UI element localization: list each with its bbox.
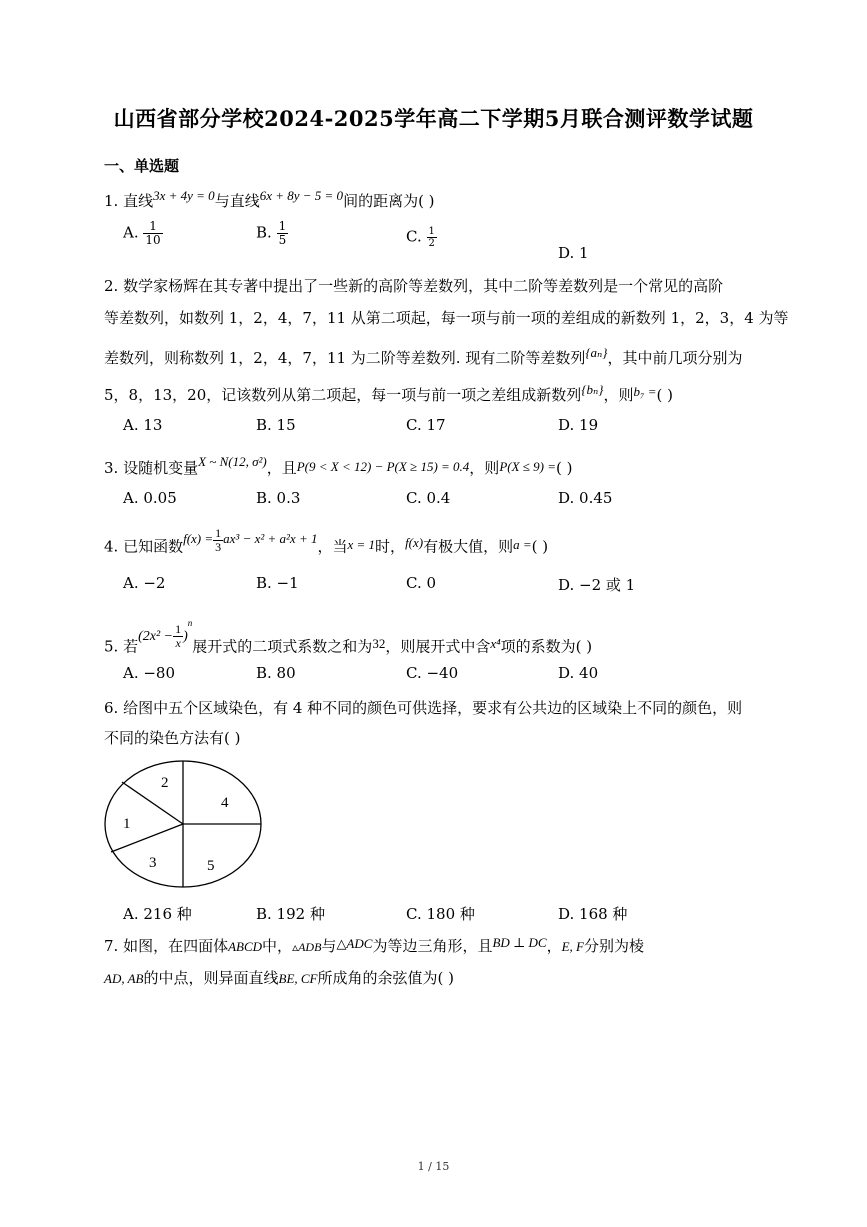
q4-option-c: C. 0 [406,574,437,592]
triangle-adc: △ADC [336,936,373,951]
question-3-stem: 3. 设随机变量X ~ N(12, σ²)，且P(9 < X < 12) − P(X ≥ 15) = 0.4，则P(X ≤ 9) =( ) [104,454,573,477]
question-6-line-2: 不同的染色方法有( ) [104,729,241,747]
q2-option-c: C. 17 [406,416,446,434]
perpendicular-condition: BD ⊥ DC [492,935,547,950]
region-5-label: 5 [207,858,215,874]
b7-term: b₇ = [633,384,657,399]
q1-option-d: D. 1 [558,244,589,262]
line-equation-2: 6x + 8y − 5 = 0 [259,188,344,203]
region-4-label: 4 [221,795,229,811]
distribution: X ~ N(12, σ²) [198,454,267,469]
q2-option-a: A. 13 [123,416,163,434]
question-4-stem: 4. 已知函数f(x) = $\frac{1}{3}$ ax³ − x² + a²x + 1，当x = 1时，f(x)有极大值，则a =( ) [104,526,549,556]
question-2-line-2: 等差数列，如数列 1，2，4，7，11 从第二项起，每一项与前一项的差组成的新数列 1，2，3，4 为等 [104,309,789,327]
lines-be-cf: BE, CF [278,971,318,986]
sequence-a: {aₙ} [585,345,608,360]
midpoints-ef: E, F [561,939,584,954]
edges-ad-ab: AD, AB [104,971,144,986]
q5-option-c: C. −40 [406,664,459,682]
q4-option-a: A. −2 [123,574,166,592]
page-title: 山西省部分学校2024-2025学年高二下学期5月联合测评数学试题 [113,106,754,131]
question-5-stem: 5. 若(2x² − $\frac{1}{x}$ )$^n$展开式的二项式系数之和为32，则展开式中含x⁴项的系数为( ) [104,618,593,656]
q3-option-a: A. 0.05 [123,489,177,507]
section-heading: 一、单选题 [104,157,180,175]
function-ref: f(x) [405,535,424,551]
question-2-line-4: 5，8，13，20，记该数列从第二项起，每一项与前一项之差组成新数列{bₙ}，则b₇ =( ) [104,382,673,404]
q2-option-b: B. 15 [256,416,296,434]
q4-option-d: D. −2 或 1 [558,576,636,594]
binomial-expression: (2x² − $\frac{1}{x}$ )$^n$ [138,618,193,650]
function-definition: f(x) = $\frac{1}{3}$ ax³ − x² + a²x + 1 [183,526,318,554]
probability-ask: P(X ≤ 9) = [499,459,557,474]
region-1-label: 1 [123,816,131,832]
q6-option-b: B. 192 种 [256,905,325,923]
a-variable: a = [513,537,532,553]
question-6-line-1: 6. 给图中五个区域染色，有 4 种不同的颜色可供选择，要求有公共边的区域染上不同的颜色，则 [104,699,743,717]
q5-option-d: D. 40 [558,664,599,682]
probability-condition: P(9 < X < 12) − P(X ≥ 15) = 0.4 [296,459,470,474]
tetrahedron-name: ABCD [228,939,263,954]
q1-option-b: B. $\frac{1}{5}$ [256,219,287,247]
x4-term: x⁴ [490,635,501,651]
q6-option-d: D. 168 种 [558,905,628,923]
x-condition: x = 1 [347,537,376,553]
q3-option-c: C. 0.4 [406,489,451,507]
question-7-line-2: AD, AB的中点，则异面直线BE, CF所成角的余弦值为( ) [104,969,454,987]
sequence-b: {bₙ} [581,382,604,397]
q5-option-a: A. −80 [123,664,176,682]
page-number: 1 / 15 [417,1160,450,1173]
q6-option-c: C. 180 种 [406,905,475,923]
question-7-line-1: 7. 如图，在四面体ABCD中，▵ADB与△ADC为等边三角形，且BD ⊥ DC，E, F分别为棱 [104,935,644,955]
question-2-line-1: 2. 数学家杨辉在其专著中提出了一些新的高阶等差数列，其中二阶等差数列是一个常见的高阶 [104,277,724,295]
q3-option-b: B. 0.3 [256,489,301,507]
coefficient-sum: 32 [372,635,386,651]
region-2-label: 2 [161,775,169,791]
coloring-region-diagram [100,755,270,895]
q6-option-a: A. 216 种 [123,905,192,923]
q3-option-d: D. 0.45 [558,489,613,507]
question-1-stem: 1. 直线3x + 4y = 0与直线6x + 8y − 5 = 0间的距离为( ) [104,188,435,210]
region-3-label: 3 [149,855,157,871]
q2-option-d: D. 19 [558,416,599,434]
q4-option-b: B. −1 [256,574,299,592]
q1-option-a: A. $\frac{1}{10}$ [123,219,161,247]
q1-option-c: C. $\frac{1}{2}$ [406,226,435,249]
q5-option-b: B. 80 [256,664,296,682]
question-2-line-3: 差数列，则称数列 1，2，4，7，11 为二阶等差数列. 现有二阶等差数列{aₙ}，其中前几项分别为 [104,345,743,367]
line-equation-1: 3x + 4y = 0 [153,188,215,203]
triangle-adb: ▵ADB [292,940,322,954]
